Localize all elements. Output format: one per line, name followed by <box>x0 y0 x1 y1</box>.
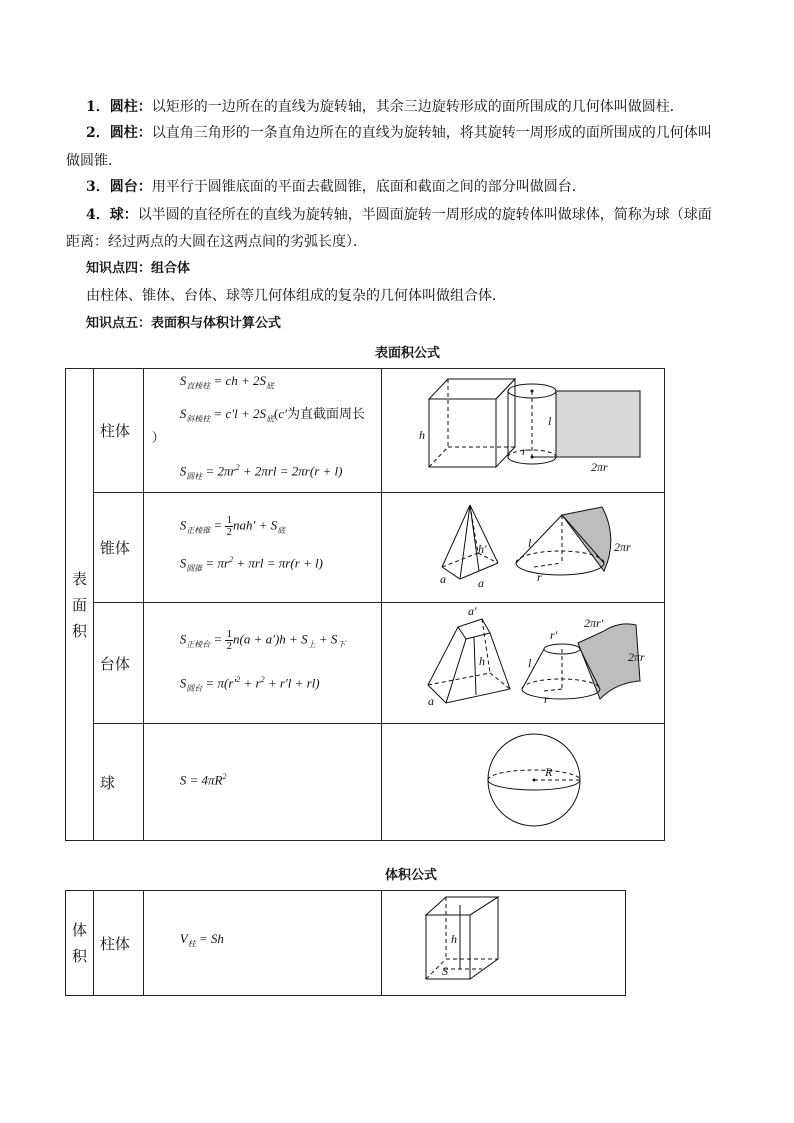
item-3 <box>86 174 726 200</box>
item-number: 1． <box>86 99 110 115</box>
surface-side-label: 表 面 积 <box>66 369 94 841</box>
label-h: h <box>450 932 457 946</box>
volume-table <box>65 890 626 996</box>
label-h: h <box>418 428 425 442</box>
item-number: 2． <box>86 125 110 141</box>
label-R: R <box>544 765 553 779</box>
item-text: 以半圆的直径所在的直线为旋转轴，半圆面旋转一周形成的旋转体叫做球体，简称为球（球面 <box>137 207 712 223</box>
row-name-cone: 锥体 <box>93 493 143 603</box>
label-a: a <box>477 576 484 590</box>
volume-caption: 体积公式 <box>385 868 438 883</box>
item-text: 以矩形的一边所在的直线为旋转轴，其余三边旋转形成的面所围成的几何体叫做圆柱． <box>151 99 684 115</box>
label-h: h <box>478 654 485 668</box>
item-term: 圆台： <box>109 179 152 195</box>
item-4-cont: 距离：经过两点的大圆在这两点间的劣弧长度）． <box>66 234 367 250</box>
item-1 <box>86 94 726 120</box>
item-text: 用平行于圆锥底面的平面去截圆锥，底面和截面之间的部分叫做圆台． <box>151 179 586 195</box>
label-r-prime: r′ <box>549 628 558 642</box>
figure-prism-cylinder <box>381 369 664 493</box>
label-h-prime: h′ <box>477 542 487 556</box>
label-a-prime: a′ <box>467 604 477 618</box>
item-number: 4． <box>86 207 110 223</box>
label-S: S <box>441 964 448 978</box>
formula-cone: $S_{正棱锥}$ = $\frac{1}{2}$ $nah' + S_底$ $S_{圆锥} = \pi r^2 + \pi rl = \pi r(r + l)$ <box>143 493 381 603</box>
item-2-cont: 做圆锥． <box>66 153 122 169</box>
formula-prism: $S_{直棱柱}$ = ch + $2S_底$ $S_{斜棱柱} = c'l + 2S_底(c'$为直截面周长 ） $S_{圆柱} = 2\pi r^2 + 2\pi rl = 2\pi r(r + l)$ <box>143 369 381 493</box>
figure-frustum <box>381 603 664 724</box>
row-name-frustum: 台体 <box>93 603 143 724</box>
surface-table <box>65 368 665 841</box>
label-2pi-r: 2πr <box>590 460 608 474</box>
formula-frustum: $S_{正棱台}$ = $\frac{1}{2}$ $n(a + a')h + S_上 + S_下$ $S_{圆台} = \pi(r'^2 + r^2 + r'l + rl)$ <box>143 603 381 724</box>
formula-sphere: $S = 4\pi R^2$ <box>143 724 381 841</box>
label-2pi-r-prime: 2πr′ <box>583 616 604 630</box>
label-2pi-r: 2πr <box>613 540 631 554</box>
row-name-prism-volume: 柱体 <box>93 891 143 996</box>
item-term: 球： <box>109 207 138 223</box>
surface-caption: 表面积公式 <box>375 346 441 361</box>
label-2pi-r: 2πr <box>627 650 645 664</box>
row-name-sphere: 球 <box>93 724 143 841</box>
item-term: 圆柱： <box>109 125 152 141</box>
label-r: r <box>536 570 542 584</box>
figure-sphere <box>381 724 664 841</box>
item-2 <box>86 120 726 146</box>
formula-volume-prism: $V_柱 = Sh$ <box>143 891 381 996</box>
label-a: a <box>439 572 446 586</box>
kp5-heading: 知识点五：表面积与体积计算公式 <box>86 316 282 331</box>
item-text: 以直角三角形的一条直角边所在的直线为旋转轴，将其旋转一周形成的面所围成的几何体叫 <box>151 125 712 141</box>
label-a: a <box>427 694 434 708</box>
figure-pyramid-cone <box>381 493 664 603</box>
label-r: r <box>543 692 549 706</box>
kp4-heading: 知识点四：组合体 <box>86 261 191 276</box>
row-name-prism: 柱体 <box>93 369 143 493</box>
label-l: l <box>527 656 532 670</box>
item-number: 3． <box>86 179 110 195</box>
kp4-body: 由柱体、锥体、台体、球等几何体组成的复杂的几何体叫做组合体． <box>86 288 506 304</box>
figure-volume-prism <box>381 891 625 996</box>
label-l: l <box>547 414 552 428</box>
label-r: r <box>521 444 527 458</box>
item-4 <box>86 202 726 228</box>
volume-side-label: 体 积 <box>66 891 94 996</box>
label-l: l <box>527 536 532 550</box>
item-term: 圆柱： <box>109 99 152 115</box>
